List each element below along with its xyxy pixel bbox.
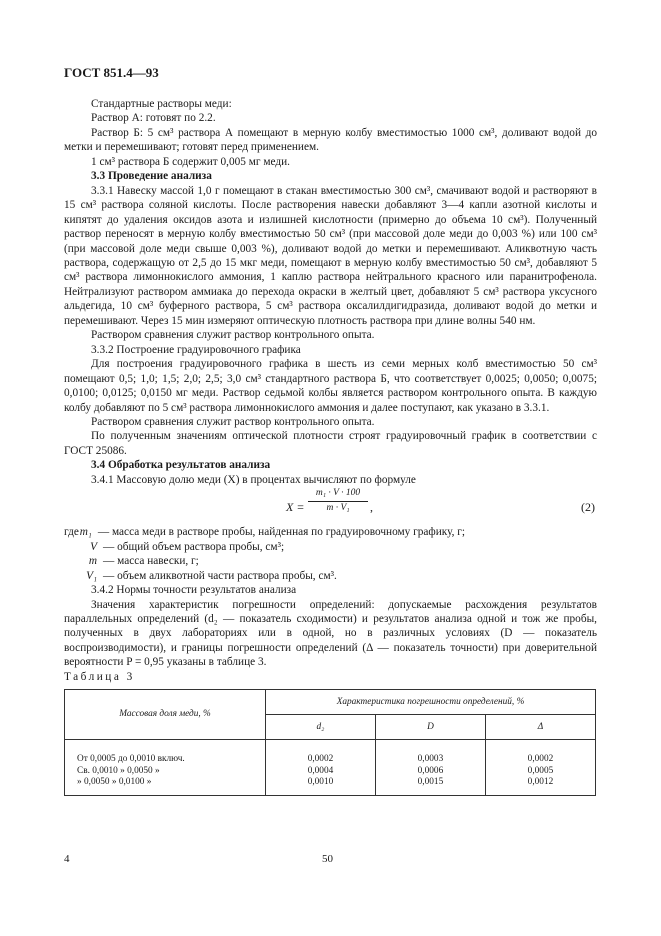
value-line: 0,0005: [527, 765, 554, 776]
paragraph: По полученным значениям оптической плотности строят градуировочный график в соответствии с ГОСТ 25086.: [64, 430, 597, 457]
definition-row: [64, 554, 597, 568]
definition-text: — общий объем раствора пробы, см³;: [103, 540, 285, 553]
formula-fraction: [308, 487, 368, 515]
column-header-D: D: [375, 715, 485, 740]
formula-numerator: m₁ · V · 100: [308, 487, 368, 502]
table-cell-D: [375, 740, 485, 796]
definition-row: [64, 540, 597, 554]
value-line: 0,0004: [307, 765, 334, 776]
document-header: ГОСТ 851.4—93: [64, 65, 159, 80]
paragraph: 3.4.1 Массовую долю меди (X) в процентах вычисляют по формуле: [91, 473, 416, 486]
paragraph: 1 см³ раствора Б содержит 0,005 мг меди.: [91, 155, 291, 168]
formula: [64, 487, 597, 525]
formula-comma: ,: [370, 500, 373, 515]
value-line: 0,0006: [417, 765, 444, 776]
value-line: 0,0002: [307, 754, 334, 765]
paragraph: 3.4.2 Нормы точности результатов анализа: [91, 584, 297, 597]
paragraph: 3.3.2 Построение градуировочного графика: [91, 343, 301, 356]
definition-symbol: V: [90, 540, 97, 553]
column-header-d2: d₂: [266, 715, 376, 740]
table-header-row: [65, 690, 596, 715]
paragraph: 3.3.1 Навеску массой 1,0 г помещают в стакан вместимостью 300 см³, смачивают водой и растворяют в 15 см³ раствора соляной кислоты. После растворения навески добавляют 3—4 капли азотной кислоты и кипятят до удаления оксидов азота и излишней кислотности (примерно до объема 10 см³). Полученный раствор переносят в мерную колбу вместимостью 50 см³ (при массовой доле меди до 0,003 %) или 100 см³ (при массовой доле меди свыше 0,003 %), доливают водой до метки и перемешивают. Аликвотную часть раствора, содержащую от 2,5 до 15 мкг меди, помещают в мерную колбу вместимостью 50 см³, добавляют 5 см³ раствора лимоннокислого аммония, 1 каплю раствора нейтрального красного или паранитрофенола. Нейтрализуют раствором аммиака до перехода окраски в желтый цвет, добавляют 5 см³ раствора уксусного альдегида, 10 см³ буферного раствора, 5 см³ раствора оксалилдигидразида, доливают водой до метки и перемешивают. Через 15 мин измеряют оптическую плотность раствора при длине волны 540 нм.: [64, 184, 597, 327]
section-heading: 3.4 Обработка результатов анализа: [91, 459, 271, 472]
table-cell-delta: [485, 740, 595, 796]
definition-row: [64, 569, 597, 583]
value-line: 0,0002: [527, 754, 554, 765]
paragraph: Раствором сравнения служит раствор контрольного опыта.: [91, 329, 375, 342]
column-header-delta: Δ: [485, 715, 595, 740]
value-line: 0,0015: [417, 777, 444, 788]
formula-number: (2): [581, 500, 595, 515]
paragraph: Стандартные растворы меди:: [91, 98, 232, 110]
definition-row: [64, 525, 597, 539]
value-line: 0,0010: [307, 777, 334, 788]
column-group-header: Характеристика погрешности определений, %: [266, 690, 596, 715]
paragraph: Для построения градуировочного графика в шесть из семи мерных колб вместимостью 50 см³ помещают 0,5; 1,0; 1,5; 2,0; 2,5; 3,0 см³ стандартного раствора Б, что соответствует 0,0025; 0,0050; 0,0075; 0,0100; 0,0125; 0,0150 мг меди. Раствор седьмой колбы является раствором контрольного опыта. В каждую колбу добавляют по 5 см³ раствора лимоннокислого аммония и далее поступают, как указано в 3.3.1.: [64, 358, 597, 414]
page-number-center: 50: [322, 853, 333, 865]
document-body: [64, 97, 597, 796]
paragraph: Раствор А: готовят по 2.2.: [91, 112, 216, 125]
paragraph: Значения характеристик погрешности определений: допускаемые расхождения результатов параллельных определений (d₂ — показатель сходимости) и результатов анализа одной и тож же пробы, полученных в двух лабораториях или в одной, но в различных условиях (D — показатель воспроизводимости), и границы погрешности определений (Δ — показатель точности) при доверительной вероятности P = 0,95 указаны в таблице 3.: [64, 598, 597, 669]
range-line: От 0,0005 до 0,0010 включ.: [77, 754, 185, 765]
formula-denominator: m · V₁: [326, 503, 350, 514]
definition-symbol: m₁: [79, 526, 92, 539]
page-number-left: 4: [64, 853, 70, 865]
column-header-mass-fraction: Массовая доля меди, %: [65, 690, 266, 740]
paragraph: Раствором сравнения служит раствор контрольного опыта.: [91, 415, 375, 428]
definition-text: — масса навески, г;: [103, 555, 199, 568]
definition-symbol: m: [88, 555, 97, 568]
range-line: Св. 0,0010 » 0,0050 »: [77, 765, 160, 776]
table-cell-d2: [266, 740, 376, 796]
section-heading: 3.3 Проведение анализа: [91, 170, 212, 183]
table-cell-range: [65, 740, 266, 796]
definition-symbol: V₁: [86, 569, 97, 582]
formula-lhs: X =: [286, 500, 305, 515]
definition-text: — масса меди в растворе пробы, найденная по градуировочному графику, г;: [97, 526, 466, 539]
formula-definitions: [64, 525, 597, 583]
table-row: [65, 740, 596, 796]
value-line: 0,0012: [527, 777, 554, 788]
value-line: 0,0003: [417, 754, 444, 765]
definition-prefix: где: [64, 526, 79, 539]
table-caption: Таблица 3: [64, 670, 135, 683]
range-line: » 0,0050 » 0,0100 »: [77, 777, 152, 788]
accuracy-table: [64, 689, 596, 796]
paragraph: Раствор Б: 5 см³ раствора А помещают в мерную колбу вместимостью 1000 см³, доливают водой до метки и перемешивают; готовят перед применением.: [64, 126, 597, 154]
definition-text: — объем аликвотной части раствора пробы, см³.: [103, 569, 337, 582]
